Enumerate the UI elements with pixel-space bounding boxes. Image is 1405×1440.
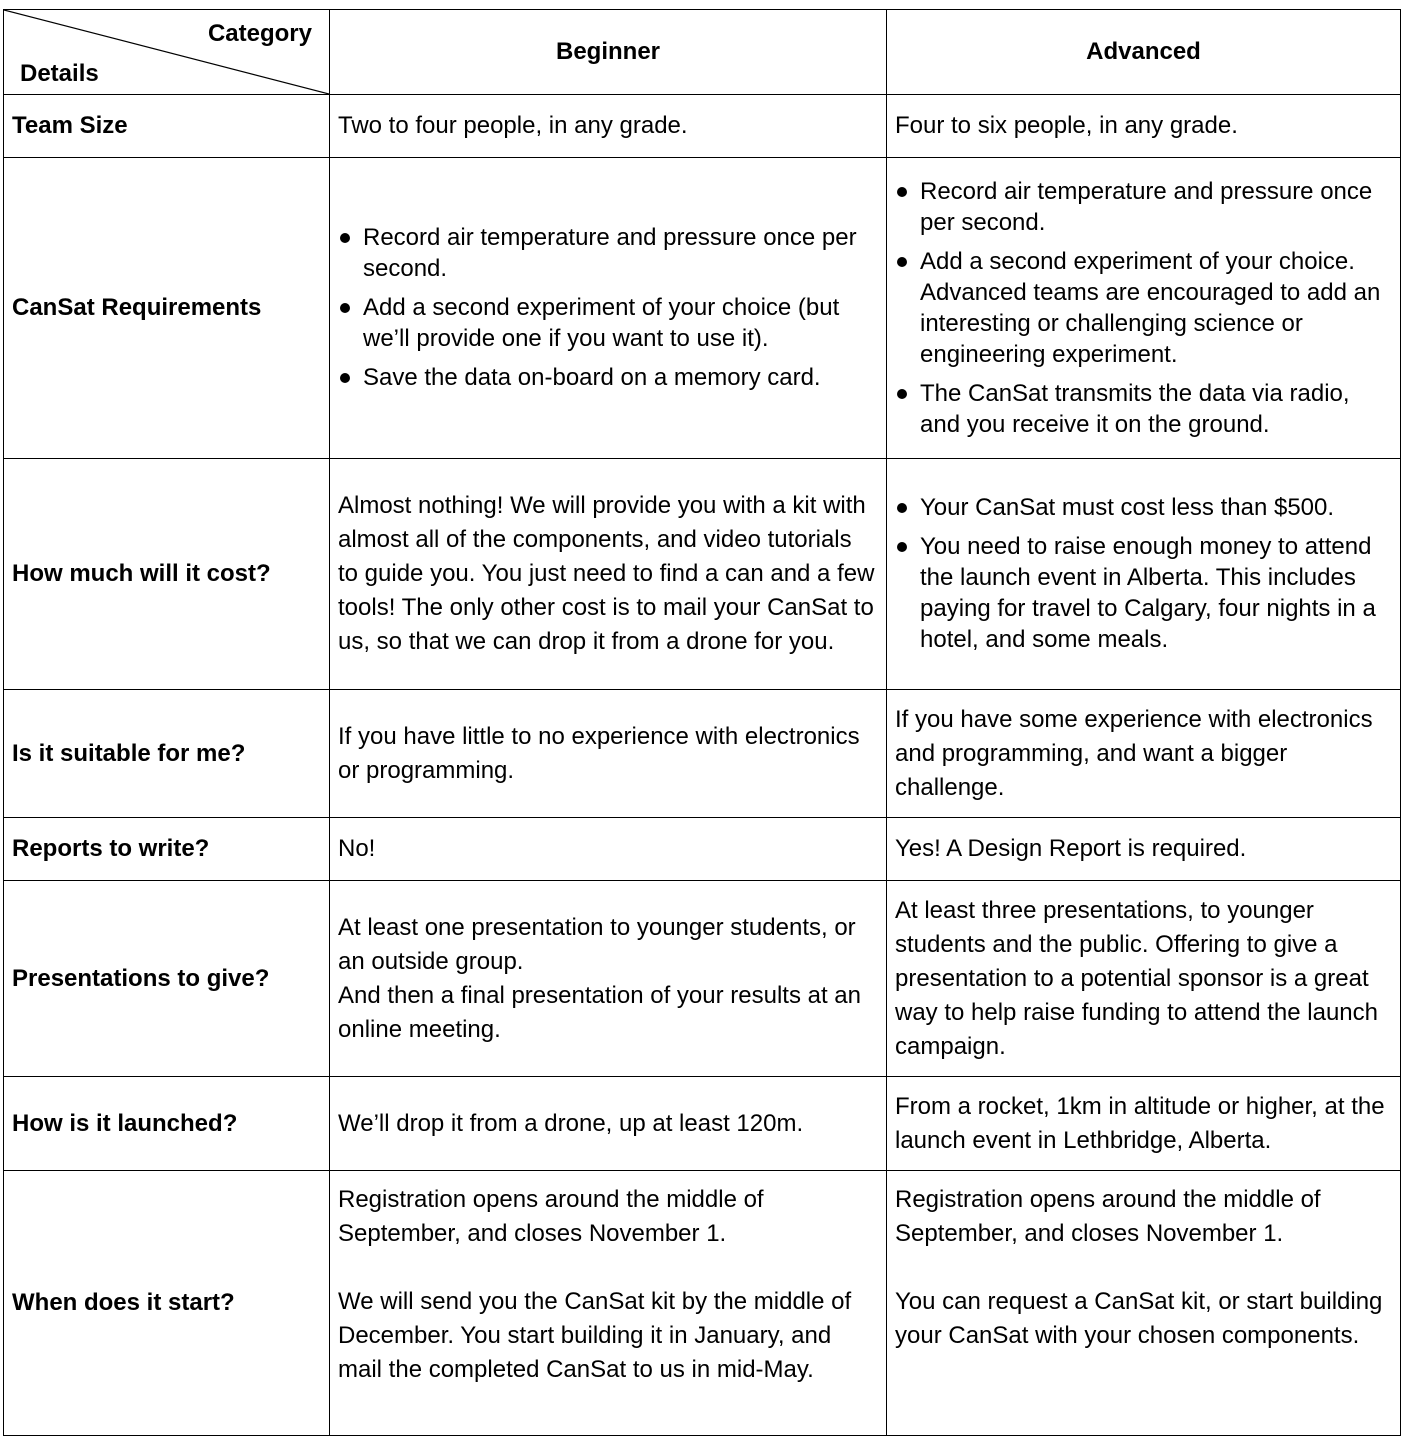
column-header-beginner: Beginner — [330, 10, 887, 95]
cell-text: Yes! A Design Report is required. — [895, 835, 1247, 862]
beginner-cell — [330, 158, 887, 459]
cell-text: And then a final presentation of your results at an online meeting. — [338, 981, 861, 1043]
details-label: Details — [20, 60, 99, 87]
cell-text: Registration opens around the middle of September, and closes November 1. — [895, 1186, 1321, 1247]
cell-text: If you have some experience with electronics and programming, and want a bigger challenge. — [895, 705, 1373, 801]
cell-text: At least one presentation to younger students, or an outside group. — [338, 913, 856, 975]
comparison-table — [3, 9, 1401, 1436]
table-row — [4, 459, 1401, 690]
row-label: Is it suitable for me? — [4, 690, 330, 818]
beginner-cell — [330, 1171, 887, 1436]
list-item: Add a second experiment of your choice (but we’ll provide one if you want to use it). — [338, 292, 878, 354]
category-label: Category — [207, 20, 312, 47]
row-label: CanSat Requirements — [4, 158, 330, 459]
row-label: When does it start? — [4, 1171, 330, 1436]
beginner-cell — [330, 95, 887, 158]
list-item: You need to raise enough money to attend the launch event in Alberta. This includes paying for travel to Calgary, four nights in a hotel, and some meals. — [895, 531, 1392, 655]
row-label: Presentations to give? — [4, 881, 330, 1077]
list-item: Add a second experiment of your choice. Advanced teams are encouraged to add an interesting or challenging science or engineering experiment. — [895, 246, 1392, 370]
cell-text: Almost nothing! We will provide you with a kit with almost all of the components, and video tutorials to guide you. You just need to find a can and a few tools! The only other cost is to mail your CanSat to us, so that we can drop it from a drone for you. — [338, 492, 875, 655]
list-item: The CanSat transmits the data via radio, and you receive it on the ground. — [895, 378, 1392, 440]
bullet-list — [895, 492, 1392, 655]
table-row — [4, 818, 1401, 881]
header-row — [4, 10, 1401, 95]
advanced-cell — [887, 158, 1401, 459]
advanced-cell — [887, 1171, 1401, 1436]
advanced-cell — [887, 95, 1401, 158]
row-label: Reports to write? — [4, 818, 330, 881]
cell-text: Registration opens around the middle of September, and closes November 1. — [338, 1186, 764, 1247]
cell-text: Two to four people, in any grade. — [338, 112, 688, 139]
cell-text: No! — [338, 835, 376, 862]
table-row — [4, 1077, 1401, 1171]
corner-header-cell — [4, 10, 330, 95]
bullet-list — [895, 176, 1392, 440]
advanced-cell — [887, 881, 1401, 1077]
row-label: How is it launched? — [4, 1077, 330, 1171]
row-label: How much will it cost? — [4, 459, 330, 690]
advanced-cell — [887, 1077, 1401, 1171]
advanced-cell — [887, 818, 1401, 881]
table-row — [4, 158, 1401, 459]
row-label: Team Size — [4, 95, 330, 158]
table-row — [4, 690, 1401, 818]
cell-text: At least three presentations, to younger students and the public. Offering to give a presentation to a potential sponsor is a great way to help raise funding to attend the launch campaign. — [895, 896, 1378, 1060]
advanced-cell — [887, 690, 1401, 818]
list-item: Your CanSat must cost less than $500. — [895, 492, 1392, 523]
column-header-advanced: Advanced — [887, 10, 1401, 95]
advanced-cell — [887, 459, 1401, 690]
cell-text: From a rocket, 1km in altitude or higher, at the launch event in Lethbridge, Alberta. — [895, 1092, 1385, 1154]
beginner-cell — [330, 690, 887, 818]
beginner-cell — [330, 818, 887, 881]
list-item: Record air temperature and pressure once per second. — [895, 176, 1392, 238]
list-item: Record air temperature and pressure once per second. — [338, 222, 878, 284]
cell-text: You can request a CanSat kit, or start building your CanSat with your chosen components. — [895, 1288, 1383, 1349]
cell-text: We’ll drop it from a drone, up at least 120m. — [338, 1109, 804, 1137]
bullet-list — [338, 222, 878, 393]
beginner-cell — [330, 459, 887, 690]
cell-text: If you have little to no experience with electronics or programming. — [338, 722, 860, 784]
beginner-cell — [330, 881, 887, 1077]
table-row — [4, 95, 1401, 158]
cell-text: We will send you the CanSat kit by the middle of December. You start building it in January, and mail the completed CanSat to us in mid-May. — [338, 1288, 852, 1383]
beginner-cell — [330, 1077, 887, 1171]
cell-text: Four to six people, in any grade. — [895, 112, 1238, 139]
table-row — [4, 881, 1401, 1077]
list-item: Save the data on-board on a memory card. — [338, 362, 878, 393]
table-row — [4, 1171, 1401, 1436]
